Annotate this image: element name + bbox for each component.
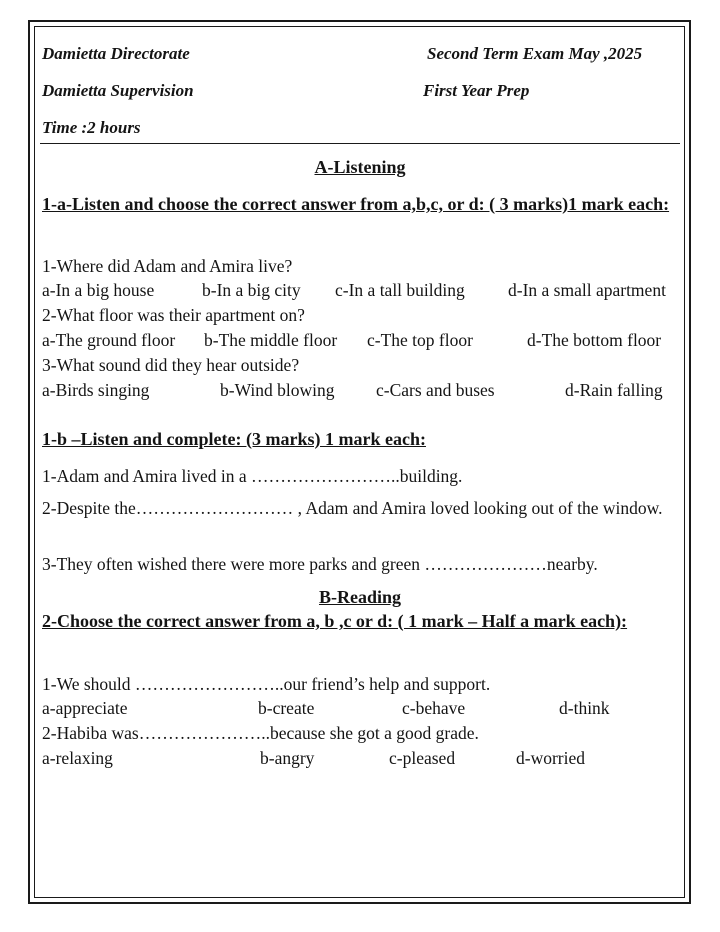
q2-question-2: 2-Habiba was…………………..because she got a good grade. bbox=[42, 723, 479, 743]
q2-q2-option-b: b-angry bbox=[260, 748, 315, 768]
q1b-item-3: 3-They often wished there were more parks and green …………………nearby. bbox=[42, 554, 598, 574]
q2-q1-option-a: a-appreciate bbox=[42, 698, 128, 718]
q1a-q3-option-b: b-Wind blowing bbox=[220, 380, 335, 400]
q1b-item-1: 1-Adam and Amira lived in a ……………………..building. bbox=[42, 466, 463, 486]
q2-q1-option-b: b-create bbox=[258, 698, 315, 718]
exam-title: Second Term Exam May ,2025 bbox=[427, 44, 643, 63]
q1a-question-3: 3-What sound did they hear outside? bbox=[42, 355, 300, 375]
q1a-q3-option-a: a-Birds singing bbox=[42, 380, 150, 400]
q2-q2-option-a: a-relaxing bbox=[42, 748, 113, 768]
q2-heading: 2-Choose the correct answer from a, b ,c or d: ( 1 mark – Half a mark each): bbox=[42, 611, 628, 631]
q1a-q1-option-a: a-In a big house bbox=[42, 280, 155, 300]
supervision-label: Damietta Supervision bbox=[42, 81, 194, 100]
q2-q1-option-c: c-behave bbox=[402, 698, 466, 718]
directorate-label: Damietta Directorate bbox=[42, 44, 190, 63]
q1a-heading: 1-a-Listen and choose the correct answer from a,b,c, or d: ( 3 marks)1 mark each: bbox=[42, 194, 670, 214]
q2-q2-option-d: d-worried bbox=[516, 748, 586, 768]
listening-section-title: A-Listening bbox=[314, 157, 406, 177]
time-label: Time :2 hours bbox=[42, 118, 141, 137]
q1a-q3-option-d: d-Rain falling bbox=[565, 380, 663, 400]
q1a-q1-option-c: c-In a tall building bbox=[335, 280, 465, 300]
q1b-item-2: 2-Despite the……………………… , Adam and Amira loved looking out of the window. bbox=[42, 498, 663, 518]
q1a-q2-option-b: b-The middle floor bbox=[204, 330, 338, 350]
reading-section-title: B-Reading bbox=[318, 587, 401, 607]
q1a-question-2: 2-What floor was their apartment on? bbox=[42, 305, 305, 325]
q1a-q2-option-c: c-The top floor bbox=[367, 330, 473, 350]
grade-label: First Year Prep bbox=[423, 81, 530, 100]
q1a-q2-option-d: d-The bottom floor bbox=[527, 330, 662, 350]
q2-q2-option-c: c-pleased bbox=[389, 748, 456, 768]
q1b-heading: 1-b –Listen and complete: (3 marks) 1 mark each: bbox=[42, 429, 426, 449]
header-divider bbox=[40, 143, 680, 144]
q2-q1-option-d: d-think bbox=[559, 698, 610, 718]
q1a-q1-option-b: b-In a big city bbox=[202, 280, 301, 300]
q1a-q3-option-c: c-Cars and buses bbox=[376, 380, 495, 400]
q2-question-1: 1-We should ……………………..our friend’s help and support. bbox=[42, 674, 491, 694]
q1a-question-1: 1-Where did Adam and Amira live? bbox=[42, 256, 293, 276]
q1a-q2-option-a: a-The ground floor bbox=[42, 330, 176, 350]
q1a-q1-option-d: d-In a small apartment bbox=[508, 280, 666, 300]
